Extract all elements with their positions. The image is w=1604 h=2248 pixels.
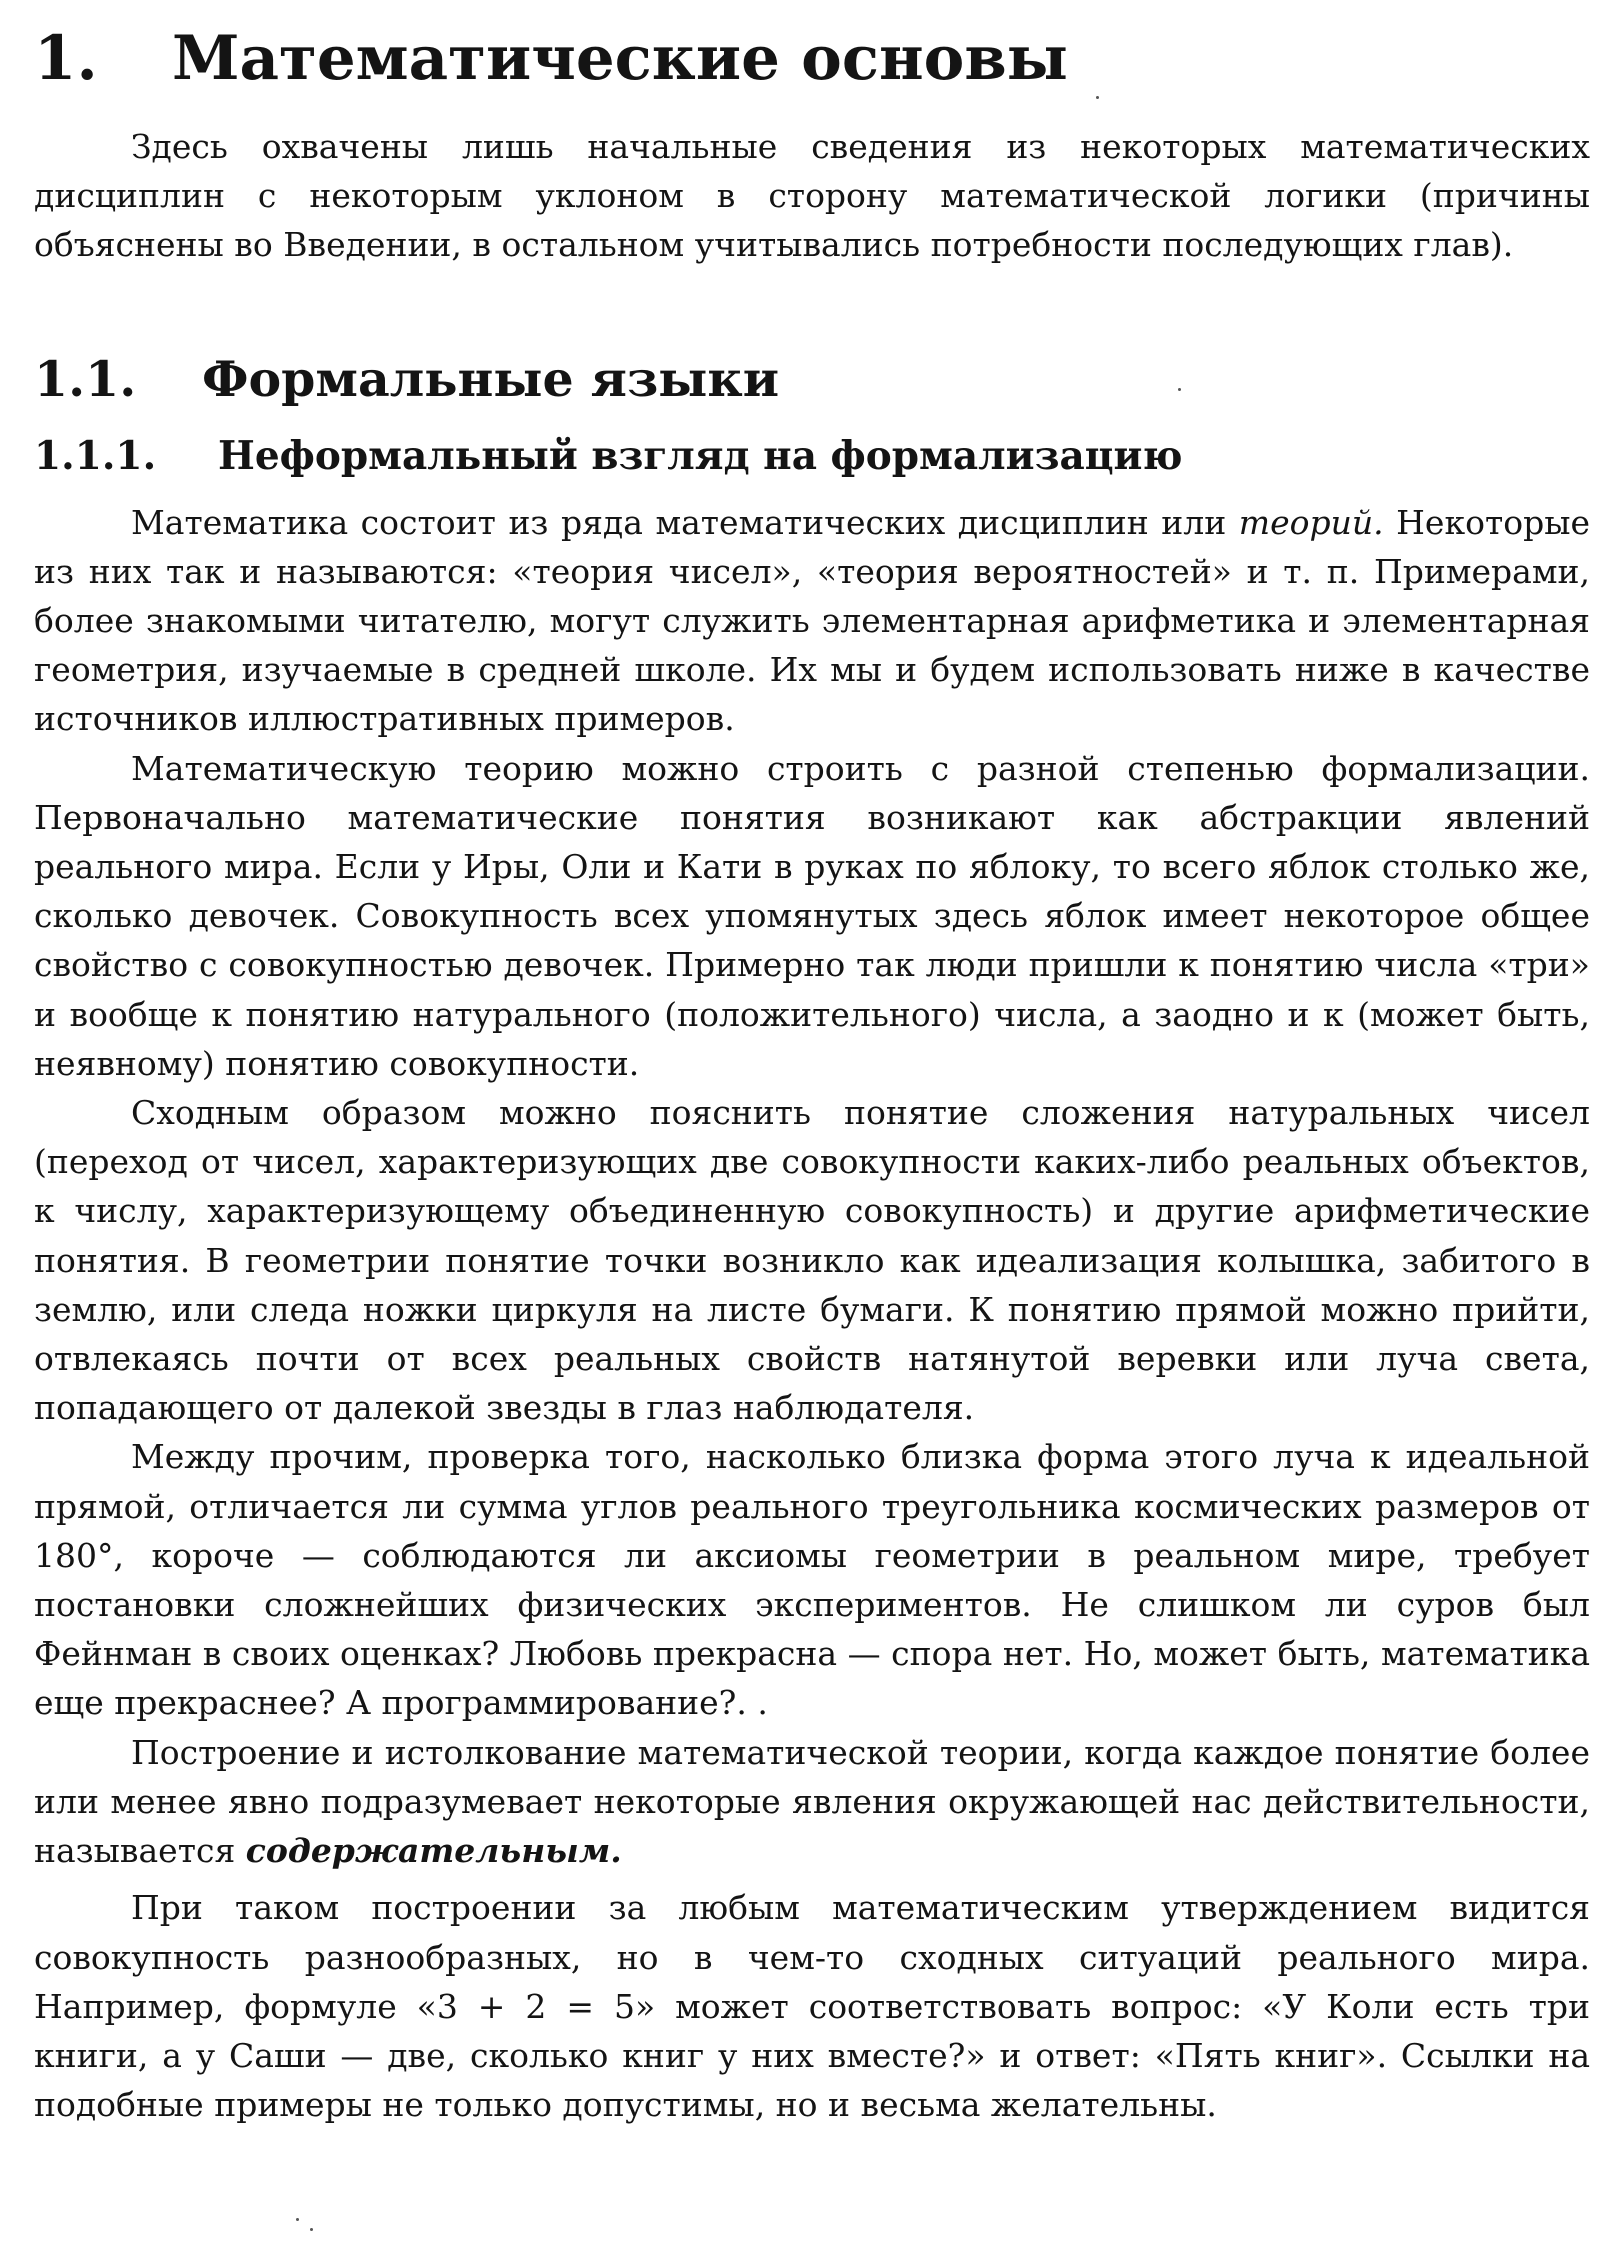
paragraph-examples: При таком построении за любым математическим утверждением видится совокупность разнообразных, но в чем-то сходных ситуаций реального мира. Например, формуле «3 + 2 = 5» может соответствовать вопрос: «У Коли есть три книги, а у Саши — две, сколько книг у них вместе?» и ответ: «Пять книг». Ссылки на подобные примеры не только допустимы, но и весьма желательны. — [34, 1888, 1590, 2125]
paragraph-text: Некоторые из них так и называются: «теория чисел», «теория вероятностей» и т. п. Примерами, более знакомыми читателю, могут служить элементарная арифметика и элементарная геометрия, изучаемые в средней школе. Их мы и будем использовать ниже в качестве источников иллюстративных примеров. — [34, 502, 1590, 739]
paragraph-text: Построение и истолкование математической теории, когда каждое понятие более или менее явно подразумевает некоторые явления окружающей нас действительности, называется — [34, 1732, 1590, 1871]
subsection-title: Неформальный взгляд на формализацию — [218, 432, 1183, 479]
scan-speck — [1178, 388, 1181, 391]
section-number: 1.1. — [34, 349, 137, 408]
emphasis-term: содержательным. — [245, 1831, 622, 1871]
scan-speck — [296, 2218, 299, 2221]
section-heading — [34, 344, 1590, 414]
chapter-title: Математические основы — [172, 23, 1068, 94]
paragraph-formalization: Математическую теорию можно строить с разной степенью формализации. Первоначально математические понятия возникают как абстракции явлений реального мира. Если у Иры, Оли и Кати в руках по яблоку, то всего яблок столько же, сколько девочек. Совокупность всех упомянутых здесь яблок имеет некоторое общее свойство с совокупностью девочек. Примерно так люди пришли к понятию числа «три» и вообще к понятию натурального (положительного) числа, а заодно и к (может быть, неявному) понятию совокупности. — [34, 748, 1590, 1083]
paragraph-content-theory — [34, 1728, 1590, 1876]
paragraph-text: Математика состоит из ряда математических дисциплин или — [131, 502, 1239, 542]
chapter-number: 1. — [34, 23, 98, 94]
intro-paragraph: Здесь охвачены лишь начальные сведения из некоторых математических дисциплин с некоторым уклоном в сторону математической логики (причины объяснены во Введении, в остальном учитывались потребности последующих глав). — [34, 127, 1590, 265]
section-title: Формальные языки — [202, 349, 780, 408]
paragraph-theories — [34, 498, 1590, 744]
scan-speck — [1096, 96, 1099, 99]
subsection-heading — [34, 426, 1590, 486]
subsection-number: 1.1.1. — [34, 432, 157, 479]
paragraph-geometry: Сходным образом можно пояснить понятие сложения натуральных чисел (переход от чисел, характеризующих две совокупности каких-либо реальных объектов, к числу, характеризующему объединенную совокупность) и другие арифметические понятия. В геометрии понятие точки возникло как идеализация колышка, забитого в землю, или следа ножки циркуля на листе бумаги. К понятию прямой можно прийти, отвлекаясь почти от всех реальных свойств натянутой веревки или луча света, попадающего от далекой звезды в глаз наблюдателя. — [34, 1093, 1590, 1428]
chapter-heading — [34, 0, 1590, 104]
paragraph-feynman: Между прочим, проверка того, насколько близка форма этого луча к идеальной прямой, отличается ли сумма углов реального треугольника космических размеров от 180°, короче — соблюдаются ли аксиомы геометрии в реальном мире, требует постановки сложнейших физических экспериментов. Не слишком ли суров был Фейнман в своих оценках? Любовь прекрасна — спора нет. Но, может быть, математика еще прекраснее? А программирование?. . — [34, 1437, 1590, 1723]
scan-speck — [310, 2228, 313, 2231]
emphasis-term: теорий. — [1238, 502, 1384, 542]
